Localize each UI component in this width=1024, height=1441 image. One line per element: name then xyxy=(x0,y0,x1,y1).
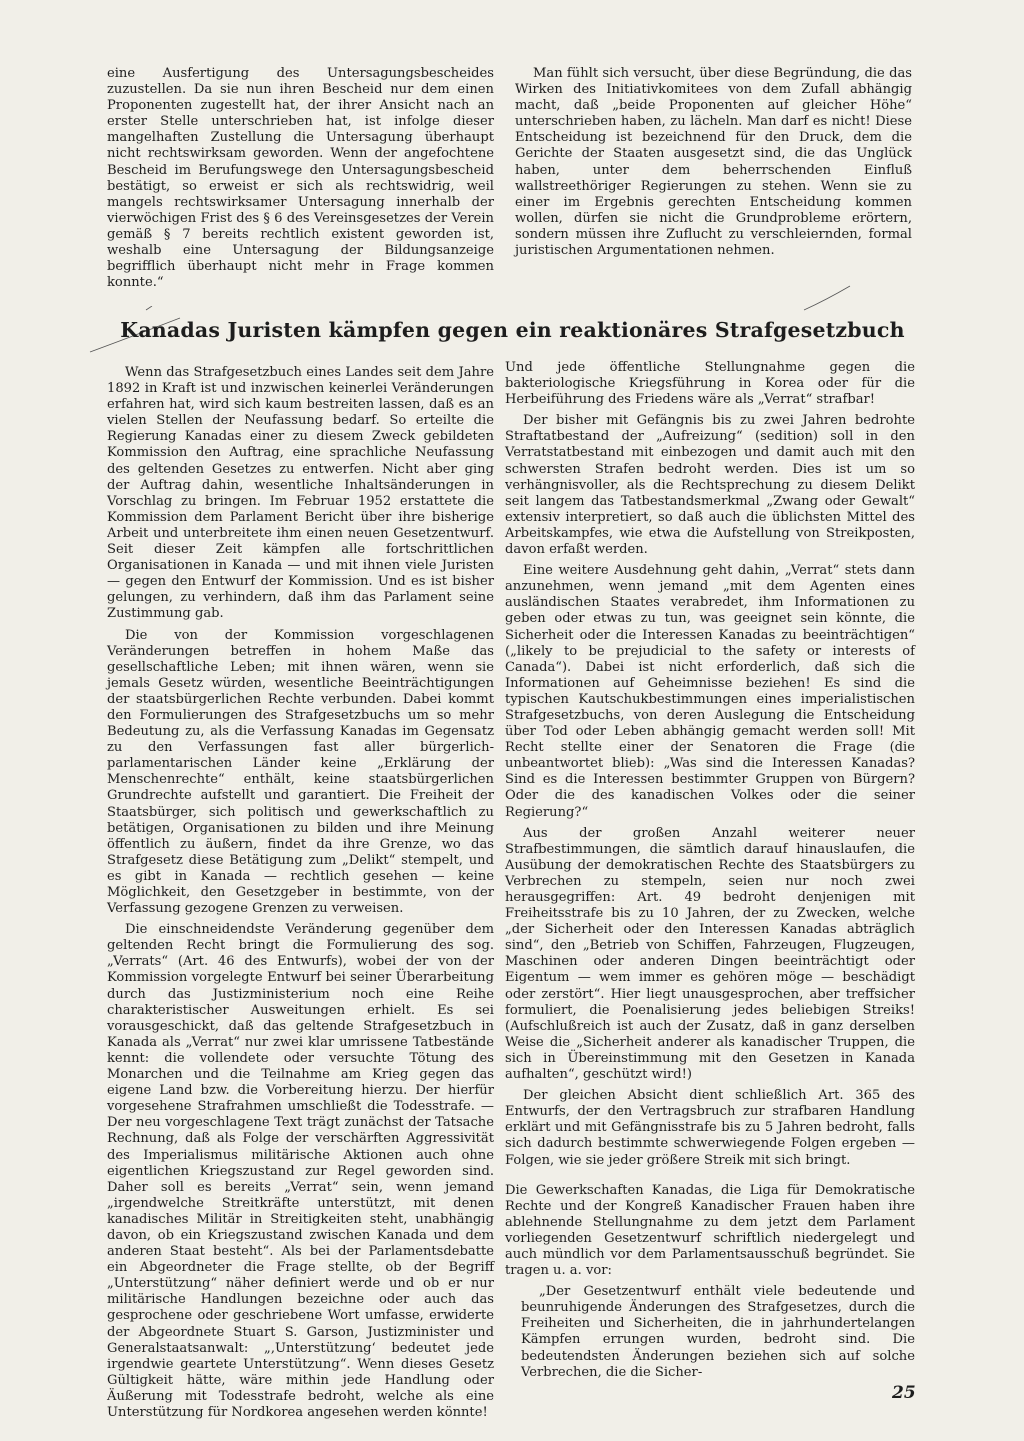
paragraph: Wenn das Strafgesetzbuch eines Landes seit dem Jahre 1892 in Kraft ist und inzwischen keinerlei Veränderungen erfahren hat, wird sich kaum bestreiten lassen, daß es an vielen Stellen der Neufassung bedarf. So erteilte die Regierung Kanadas einer zu diesem Zweck gebildeten Kommission den Auftrag, eine sprachliche Neufassung des geltenden Gesetzes zu entwerfen. Nicht aber ging der Auftrag dahin, wesentliche Inhaltsänderungen in Vorschlag zu bringen. Im Februar 1952 erstattete die Kommission dem Parlament Bericht über ihre bisherige Arbeit und unterbreitete ihm einen neuen Gesetzentwurf. Seit dieser Zeit kämpfen alle fortschrittlichen Organisationen in Kanada — und mit ihnen viele Juristen — gegen den Entwurf der Kommission. Und es ist bisher gelungen, zu verhindern, daß ihm das Parlament seine Zustimmung gab. xyxy=(107,365,494,622)
top-left-column xyxy=(107,66,494,296)
paragraph: Eine weitere Ausdehnung geht dahin, „Verrat“ stets dann anzunehmen, wenn jemand „mit dem Agenten eines ausländischen Staates verabredet, ihm Informationen zu geben oder etwas zu tun, was geeignet sein könnte, die Sicherheit oder die Interessen Kanadas zu beeinträchtigen“ („likely to be prejudicial to the safety or interests of Canada“). Dabei ist nicht erforderlich, daß sich die Informationen auf Geheimnisse beziehen! Es sind die typischen Kautschukbestimmungen eines imperialistischen Strafgesetzbuchs, von deren Auslegung die Entscheidung über Tod oder Leben abhängig gemacht werden soll! Mit Recht stellte einer der Senatoren die Frage (die unbeantwortet blieb): „Was sind die Interessen Kanadas? Sind es die Interessen bestimmter Gruppen von Bürgern? Oder die des kanadischen Volkes oder die seiner Regierung?“ xyxy=(505,563,915,820)
paragraph: Aus der großen Anzahl weiterer neuer Strafbestimmungen, die sämtlich darauf hinauslaufen, die Ausübung der demokratischen Rechte des Staatsbürgers zu Verbrechen zu stempeln, seien nur noch zwei herausgegriffen: Art. 49 bedroht denjenigen mit Freiheitsstrafe bis zu 10 Jahren, der zu Zwecken, welche „der Sicherheit oder den Interessen Kanadas abträglich sind“, den „Betrieb von Schiffen, Fahrzeugen, Flugzeugen, Maschinen oder anderen Dingen beeinträchtigt oder Eigentum — wem immer es gehören möge — beschädigt oder zerstört“. Hier liegt unausgesprochen, aber treffsicher formuliert, die Poenalisierung jedes beliebigen Streiks! (Aufschlußreich ist auch der Zusatz, daß in ganz derselben Weise die „Sicherheit anderer als kanadischer Truppen, die sich in Übereinstimmung mit den Gesetzen in Kanada aufhalten“, geschützt wird!) xyxy=(505,825,915,1083)
quote-paragraph: „Der Gesetzentwurf enthält viele bedeutende und beunruhigende Änderungen des Strafgesetzes, durch die Freiheiten und Sicherheiten, die in jahrhundertelangen Kämpfen errungen wurden, bedroht sind. Die bedeutendsten Änderungen beziehen sich auf solche Verbrechen, die die Sicher- xyxy=(521,1284,915,1380)
ornament-line-right xyxy=(800,284,860,314)
top-right-column xyxy=(515,66,912,264)
paragraph: Der bisher mit Gefängnis bis zu zwei Jahren bedrohte Straftatbestand der „Aufreizung“ (sedition) soll in den Verratstatbestand mit einbezogen und damit auch mit den schwersten Strafen bedroht werden. Dies ist um so verhängnisvoller, als die Rechtsprechung zu diesem Delikt seit langem das Tatbestandsmerkmal „Zwang oder Gewalt“ extensiv interpretiert, so daß auch die üblichsten Mittel des Arbeitskampfes, wie etwa die Aufstellung von Streikposten, davon erfaßt werden. xyxy=(505,413,915,558)
paragraph: Die einschneidendste Veränderung gegenüber dem geltenden Recht bringt die Formulierung des sog. „Verrats“ (Art. 46 des Entwurfs), wobei der von der Kommission vorgelegte Entwurf bei seiner Überarbeitung durch das Justizministerium noch eine Reihe charakteristischer Ausweitungen erhielt. Es sei vorausgeschickt, daß das geltende Strafgesetzbuch in Kanada als „Verrat“ nur zwei klar umrissene Tatbestände kennt: die vollendete oder versuchte Tötung des Monarchen und die Teilnahme am Krieg gegen das eigene Land bzw. die Vorbereitung hierzu. Der hierfür vorgesehene Strafrahmen umschließt die Todesstrafe. — Der neu vorgeschlagene Text trägt zunächst der Tatsache Rechnung, daß als Folge der verschärften Aggressivität des Imperialismus militärische Aktionen auch ohne eigentlichen Kriegszustand zur Regel geworden sind. Daher soll es bereits „Verrat“ sein, wenn jemand „irgendwelche Streitkräfte unterstützt, mit denen kanadisches Militär in Streitigkeiten steht, unabhängig davon, ob ein Kriegszustand zwischen Kanada und dem anderen Staat besteht“. Als bei der Parlamentsdebatte ein Abgeordneter die Frage stellte, ob der Begriff „Unterstützung“ näher definiert werde und ob er nur militärische Handlungen bezeichne oder auch das gesprochene oder geschriebene Wort umfasse, erwiderte der Abgeordnete Stuart S. Garson, Justizminister und Generalstaatsanwalt: „‚Unterstützung‘ bedeutet jede irgendwie geartete Unterstützung“. Wenn dieses Gesetz Gültigkeit hätte, wäre mithin jede Handlung oder Äußerung mit Todesstrafe bedroht, welche als eine Unterstützung für Nordkorea angesehen werden könnte! xyxy=(107,922,494,1420)
paragraph: Man fühlt sich versucht, über diese Begründung, die das Wirken des Initiativkomitees von dem Zufall abhängig macht, daß „beide Proponenten auf gleicher Höhe“ unterschrieben haben, zu lächeln. Man darf es nicht! Diese Entscheidung ist bezeichnend für den Druck, dem die Gerichte der Staaten ausgesetzt sind, die das Unglück haben, unter dem beherrschenden Einfluß wallstreethöriger Regierungen zu stehen. Wenn sie zu einer im Ergebnis gerechten Entscheidung kommen wollen, dürfen sie nicht die Grundprobleme erörtern, sondern müssen ihre Zuflucht zu verschleiernden, formal juristischen Argumentationen nehmen. xyxy=(515,66,912,259)
paragraph: eine Ausfertigung des Untersagungsbescheides zuzustellen. Da sie nun ihren Bescheid nur dem einen Proponenten zugestellt hat, der ihrer Ansicht nach an erster Stelle unterschrieben hat, ist infolge dieser mangelhaften Zustellung die Untersagung überhaupt nicht rechtswirksam geworden. Wenn der angefochtene Bescheid im Berufungswege den Untersagungsbescheid bestätigt, so erweist er sich als rechtswidrig, weil mangels rechtswirksamer Untersagung innerhalb der vierwöchigen Frist des § 6 des Vereinsgesetzes der Verein gemäß § 7 bereits rechtlich existent geworden ist, weshalb eine Untersagung der Bildungsanzeige begrifflich überhaupt nicht mehr in Frage kommen konnte.“ xyxy=(107,66,494,291)
paragraph: Die von der Kommission vorgeschlagenen Veränderungen betreffen in hohem Maße das gesellschaftliche Leben; mit ihnen wären, wenn sie jemals Gesetz würden, wesentliche Beeinträchtigungen der staatsbürgerlichen Rechte verbunden. Dabei kommt den Formulierungen des Strafgesetzbuchs um so mehr Bedeutung zu, als die Verfassung Kanadas im Gegensatz zu den Verfassungen fast aller bürgerlich-parlamentarischen Länder keine „Erklärung der Menschenrechte“ enthält, keine staatsbürgerlichen Grundrechte aufstellt und garantiert. Die Freiheit der Staatsbürger, sich politisch und gewerkschaftlich zu betätigen, Organisationen zu bilden und ihre Meinung öffentlich zu äußern, findet da ihre Grenze, wo das Strafgesetz diese Betätigung zum „Delikt“ stempelt, und es gibt in Kanada — rechtlich gesehen — keine Möglichkeit, den Gesetzgeber in bestimmte, von der Verfassung gezogene Grenzen zu verweisen. xyxy=(107,627,494,917)
article-left-column xyxy=(107,365,494,1426)
article-right-column xyxy=(505,360,915,1386)
paragraph: Der gleichen Absicht dient schließlich Art. 365 des Entwurfs, der den Vertragsbruch zur strafbaren Handlung erklärt und mit Gefängnisstrafe bis zu 5 Jahren bedroht, falls sich dadurch bestimmte schwerwiegende Folgen ergeben — Folgen, wie sie jeder größere Streik mit sich bringt. xyxy=(505,1088,915,1168)
paragraph: Die Gewerkschaften Kanadas, die Liga für Demokratische Rechte und der Kongreß Kanadischer Frauen haben ihre ablehnende Stellungnahme zu dem jetzt dem Parlament vorliegenden Gesetzentwurf schriftlich niedergelegt und auch mündlich vor dem Parlamentsausschuß begründet. Sie tragen u. a. vor: xyxy=(505,1182,915,1279)
paragraph: Und jede öffentliche Stellungnahme gegen die bakteriologische Kriegsführung in Korea oder für die Herbeiführung des Friedens wäre als „Verrat“ strafbar! xyxy=(505,360,915,408)
page-number: 25 xyxy=(892,1383,916,1403)
article-headline: Kanadas Juristen kämpfen gegen ein reaktionäres Strafgesetzbuch xyxy=(120,318,905,342)
